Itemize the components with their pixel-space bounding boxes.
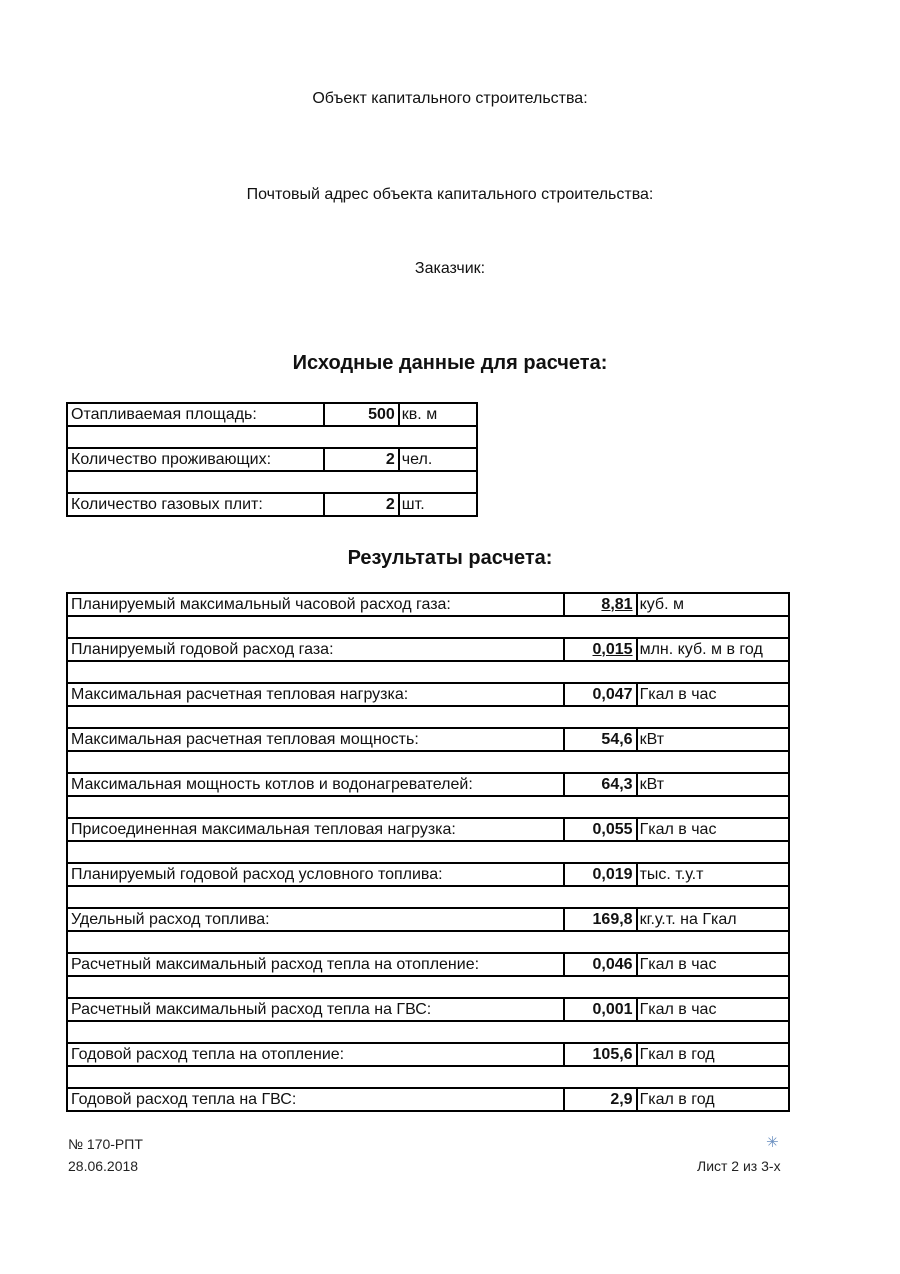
input-unit: кв. м [399, 403, 477, 426]
input-row-stoves [67, 493, 477, 516]
result-label: Расчетный максимальный расход тепла на ГВС: [67, 998, 564, 1021]
address-label: Почтовый адрес объекта капитального строительства: [246, 186, 654, 203]
result-row [67, 998, 789, 1021]
result-unit: кВт [637, 773, 789, 796]
result-row [67, 818, 789, 841]
inputs-table [66, 402, 478, 517]
result-row [67, 953, 789, 976]
result-unit: Гкал в час [637, 818, 789, 841]
result-value: 0,047 [564, 683, 636, 706]
result-unit: куб. м [637, 593, 789, 616]
result-value: 8,81 [564, 593, 636, 616]
results-table [66, 592, 790, 1112]
result-value: 2,9 [564, 1088, 636, 1111]
input-value: 2 [324, 448, 399, 471]
input-label: Количество газовых плит: [67, 493, 324, 516]
result-value: 64,3 [564, 773, 636, 796]
result-label: Годовой расход тепла на ГВС: [67, 1088, 564, 1111]
result-unit: Гкал в час [637, 998, 789, 1021]
object-label: Объект капитального строительства: [312, 90, 588, 107]
snowflake-icon: ✳ [766, 1134, 779, 1151]
customer-label: Заказчик: [414, 260, 486, 277]
result-value: 54,6 [564, 728, 636, 751]
page-info: Лист 2 из 3-х [697, 1158, 781, 1174]
result-row [67, 908, 789, 931]
result-row [67, 683, 789, 706]
result-label: Планируемый годовой расход условного топлива: [67, 863, 564, 886]
result-unit: Гкал в год [637, 1043, 789, 1066]
result-label: Расчетный максимальный расход тепла на отопление: [67, 953, 564, 976]
result-unit: Гкал в год [637, 1088, 789, 1111]
result-row [67, 1043, 789, 1066]
result-unit: Гкал в час [637, 683, 789, 706]
result-unit: кВт [637, 728, 789, 751]
result-value: 0,055 [564, 818, 636, 841]
result-label: Годовой расход тепла на отопление: [67, 1043, 564, 1066]
result-label: Планируемый максимальный часовой расход газа: [67, 593, 564, 616]
result-label: Максимальная расчетная тепловая нагрузка: [67, 683, 564, 706]
doc-number: № 170-РПТ [68, 1136, 143, 1152]
input-row-residents [67, 448, 477, 471]
input-label: Отапливаемая площадь: [67, 403, 324, 426]
input-label: Количество проживающих: [67, 448, 324, 471]
result-row [67, 593, 789, 616]
input-value: 2 [324, 493, 399, 516]
result-label: Удельный расход топлива: [67, 908, 564, 931]
result-row [67, 773, 789, 796]
doc-date: 28.06.2018 [68, 1158, 139, 1174]
result-value: 169,8 [564, 908, 636, 931]
result-row [67, 1088, 789, 1111]
result-value: 0,001 [564, 998, 636, 1021]
result-row [67, 728, 789, 751]
result-unit: кг.у.т. на Гкал [637, 908, 789, 931]
result-value: 0,019 [564, 863, 636, 886]
result-unit: тыс. т.у.т [637, 863, 789, 886]
result-label: Максимальная мощность котлов и водонагревателей: [67, 773, 564, 796]
result-label: Присоединенная максимальная тепловая нагрузка: [67, 818, 564, 841]
input-unit: шт. [399, 493, 477, 516]
inputs-title: Исходные данные для расчета: [292, 352, 608, 374]
result-value: 0,046 [564, 953, 636, 976]
result-value: 0,015 [564, 638, 636, 661]
result-row [67, 638, 789, 661]
result-unit: Гкал в час [637, 953, 789, 976]
result-row [67, 863, 789, 886]
result-unit: млн. куб. м в год [637, 638, 789, 661]
input-row-area [67, 403, 477, 426]
result-label: Планируемый годовой расход газа: [67, 638, 564, 661]
results-title: Результаты расчета: [347, 547, 553, 569]
result-value: 105,6 [564, 1043, 636, 1066]
input-value: 500 [324, 403, 399, 426]
input-unit: чел. [399, 448, 477, 471]
result-label: Максимальная расчетная тепловая мощность: [67, 728, 564, 751]
